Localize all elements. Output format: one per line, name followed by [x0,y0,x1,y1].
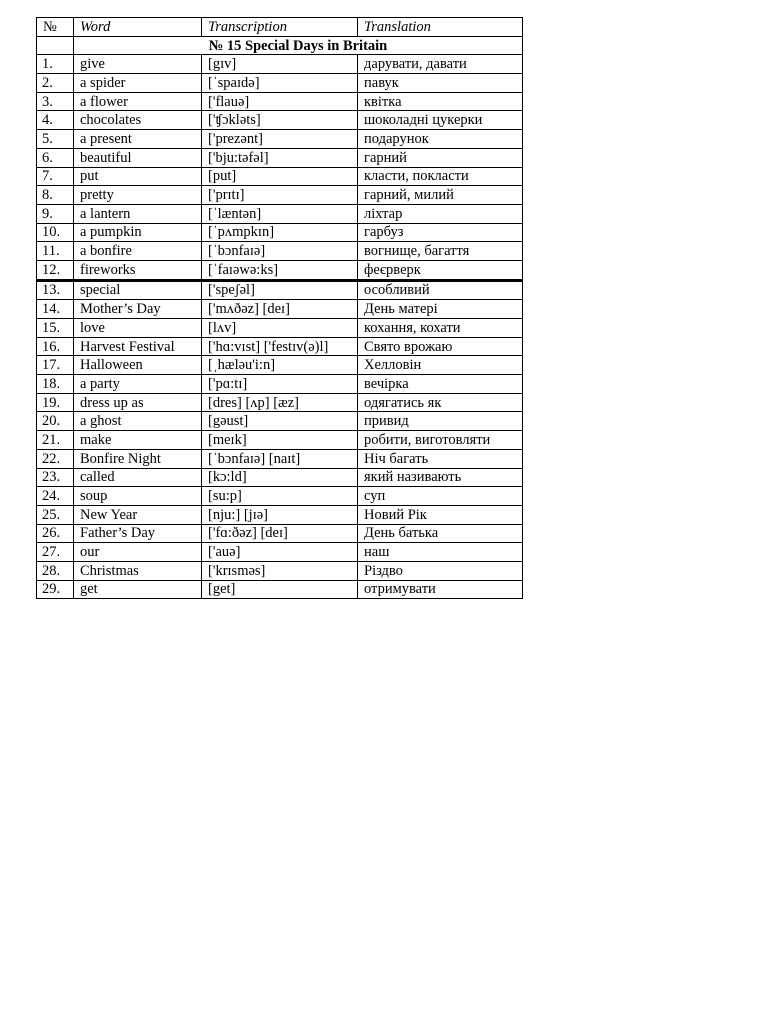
cell-translation: подарунок [358,130,523,149]
cell-word: a spider [74,74,202,93]
cell-transcription: [dres] [ʌp] [æz] [202,393,358,412]
cell-word: Father’s Day [74,524,202,543]
cell-translation: кохання, кохати [358,319,523,338]
cell-transcription: [nju:] [jɪǝ] [202,505,358,524]
cell-number: 5. [37,130,74,149]
table-row [37,468,523,487]
cell-word: Bonfire Night [74,449,202,468]
cell-number: 1. [37,55,74,74]
table-row [37,130,523,149]
table-row [37,204,523,223]
cell-word: a bonfire [74,242,202,261]
cell-number: 27. [37,543,74,562]
cell-transcription: [ˈlæntǝn] [202,204,358,223]
cell-number: 14. [37,300,74,319]
cell-word: love [74,319,202,338]
cell-transcription: [ˈbɔnfaɪǝ] [202,242,358,261]
table-row [37,524,523,543]
cell-word: a party [74,375,202,394]
cell-word: Christmas [74,561,202,580]
table-row [37,393,523,412]
cell-translation: ліхтар [358,204,523,223]
cell-translation: робити, виготовляти [358,431,523,450]
header-transcription: Transcription [202,18,358,37]
cell-word: dress up as [74,393,202,412]
cell-translation: Різдво [358,561,523,580]
cell-translation: шоколадні цукерки [358,111,523,130]
cell-word: Halloween [74,356,202,375]
cell-word: beautiful [74,148,202,167]
cell-transcription: [ˈpʌmpkɪn] [202,223,358,242]
cell-number: 28. [37,561,74,580]
cell-transcription: ['flauə] [202,92,358,111]
cell-number: 15. [37,319,74,338]
cell-number: 13. [37,280,74,300]
cell-transcription: [ˈbɔnfaɪǝ] [naɪt] [202,449,358,468]
header-word: Word [74,18,202,37]
table-row [37,186,523,205]
table-row [37,300,523,319]
table-row [37,487,523,506]
cell-number: 10. [37,223,74,242]
cell-word: fireworks [74,260,202,280]
cell-translation: Свято врожаю [358,337,523,356]
cell-translation: павук [358,74,523,93]
cell-word: our [74,543,202,562]
table-row [37,412,523,431]
cell-number: 23. [37,468,74,487]
table-row [37,319,523,338]
cell-translation: феєрверк [358,260,523,280]
cell-transcription: [meɪk] [202,431,358,450]
cell-translation: гарний [358,148,523,167]
cell-transcription: ['prɪtɪ] [202,186,358,205]
cell-transcription: ['fɑ:ðǝz] [deɪ] [202,524,358,543]
cell-number: 22. [37,449,74,468]
cell-word: a present [74,130,202,149]
cell-number: 6. [37,148,74,167]
table-row [37,280,523,300]
cell-transcription: ['speʃǝl] [202,280,358,300]
table-row [37,92,523,111]
table-row [37,561,523,580]
cell-number: 9. [37,204,74,223]
cell-transcription: ['hɑ:vɪst] ['festɪv(ǝ)l] [202,337,358,356]
cell-number: 29. [37,580,74,599]
cell-transcription: [su:p] [202,487,358,506]
cell-word: a flower [74,92,202,111]
cell-number: 7. [37,167,74,186]
cell-number: 3. [37,92,74,111]
cell-word: a ghost [74,412,202,431]
header-translation: Translation [358,18,523,37]
cell-transcription: ['bju:tǝfǝl] [202,148,358,167]
cell-word: get [74,580,202,599]
cell-transcription: [lʌv] [202,319,358,338]
header-number: № [37,18,74,37]
cell-transcription: [get] [202,580,358,599]
cell-translation: вечірка [358,375,523,394]
table-row [37,337,523,356]
cell-translation: День батька [358,524,523,543]
table-row [37,580,523,599]
cell-translation: наш [358,543,523,562]
cell-word: soup [74,487,202,506]
cell-translation: отримувати [358,580,523,599]
cell-translation: який називають [358,468,523,487]
cell-word: give [74,55,202,74]
cell-translation: гарбуз [358,223,523,242]
cell-transcription: [kɔ:ld] [202,468,358,487]
cell-transcription: [put] [202,167,358,186]
table-row [37,356,523,375]
cell-number: 24. [37,487,74,506]
cell-word: a lantern [74,204,202,223]
header-row [37,18,523,37]
cell-translation: Новий Рік [358,505,523,524]
cell-number: 12. [37,260,74,280]
cell-transcription: ['mʌðǝz] [deɪ] [202,300,358,319]
table-row [37,375,523,394]
cell-transcription: ['ʧɔklǝts] [202,111,358,130]
cell-word: called [74,468,202,487]
vocabulary-table [36,17,523,599]
cell-number: 20. [37,412,74,431]
cell-number: 25. [37,505,74,524]
table-row [37,167,523,186]
cell-word: New Year [74,505,202,524]
table-row [37,74,523,93]
cell-word: pretty [74,186,202,205]
cell-translation: Ніч багать [358,449,523,468]
cell-number: 16. [37,337,74,356]
cell-transcription: ['krɪsmǝs] [202,561,358,580]
cell-word: special [74,280,202,300]
cell-word: make [74,431,202,450]
cell-translation: квітка [358,92,523,111]
cell-word: put [74,167,202,186]
cell-translation: класти, покласти [358,167,523,186]
cell-number: 18. [37,375,74,394]
cell-translation: одягатись як [358,393,523,412]
cell-number: 2. [37,74,74,93]
table-row [37,543,523,562]
section-blank-cell [37,36,74,55]
cell-number: 11. [37,242,74,261]
cell-transcription: [gɪv] [202,55,358,74]
cell-translation: вогнище, багаття [358,242,523,261]
table-row [37,223,523,242]
table-row [37,505,523,524]
cell-number: 21. [37,431,74,450]
section-title: № 15 Special Days in Britain [74,36,523,55]
cell-translation: особливий [358,280,523,300]
cell-number: 17. [37,356,74,375]
cell-word: a pumpkin [74,223,202,242]
cell-transcription: [ˈspaɪdə] [202,74,358,93]
cell-translation: привид [358,412,523,431]
cell-translation: Хелловін [358,356,523,375]
cell-word: Mother’s Day [74,300,202,319]
cell-translation: суп [358,487,523,506]
section-title-row [37,36,523,55]
cell-transcription: [gǝust] [202,412,358,431]
cell-transcription: ['prezǝnt] [202,130,358,149]
cell-transcription: ['pɑ:tɪ] [202,375,358,394]
cell-word: chocolates [74,111,202,130]
cell-number: 26. [37,524,74,543]
table-row [37,148,523,167]
cell-translation: День матері [358,300,523,319]
table-row [37,111,523,130]
table-row [37,449,523,468]
table-row [37,242,523,261]
cell-transcription: [ˌhælǝu'i:n] [202,356,358,375]
cell-number: 4. [37,111,74,130]
table-row [37,55,523,74]
cell-translation: гарний, милий [358,186,523,205]
cell-translation: дарувати, давати [358,55,523,74]
cell-number: 8. [37,186,74,205]
table-row [37,431,523,450]
cell-number: 19. [37,393,74,412]
cell-transcription: [ˈfaɪǝwǝ:ks] [202,260,358,280]
table-row [37,260,523,280]
cell-transcription: ['auǝ] [202,543,358,562]
cell-word: Harvest Festival [74,337,202,356]
